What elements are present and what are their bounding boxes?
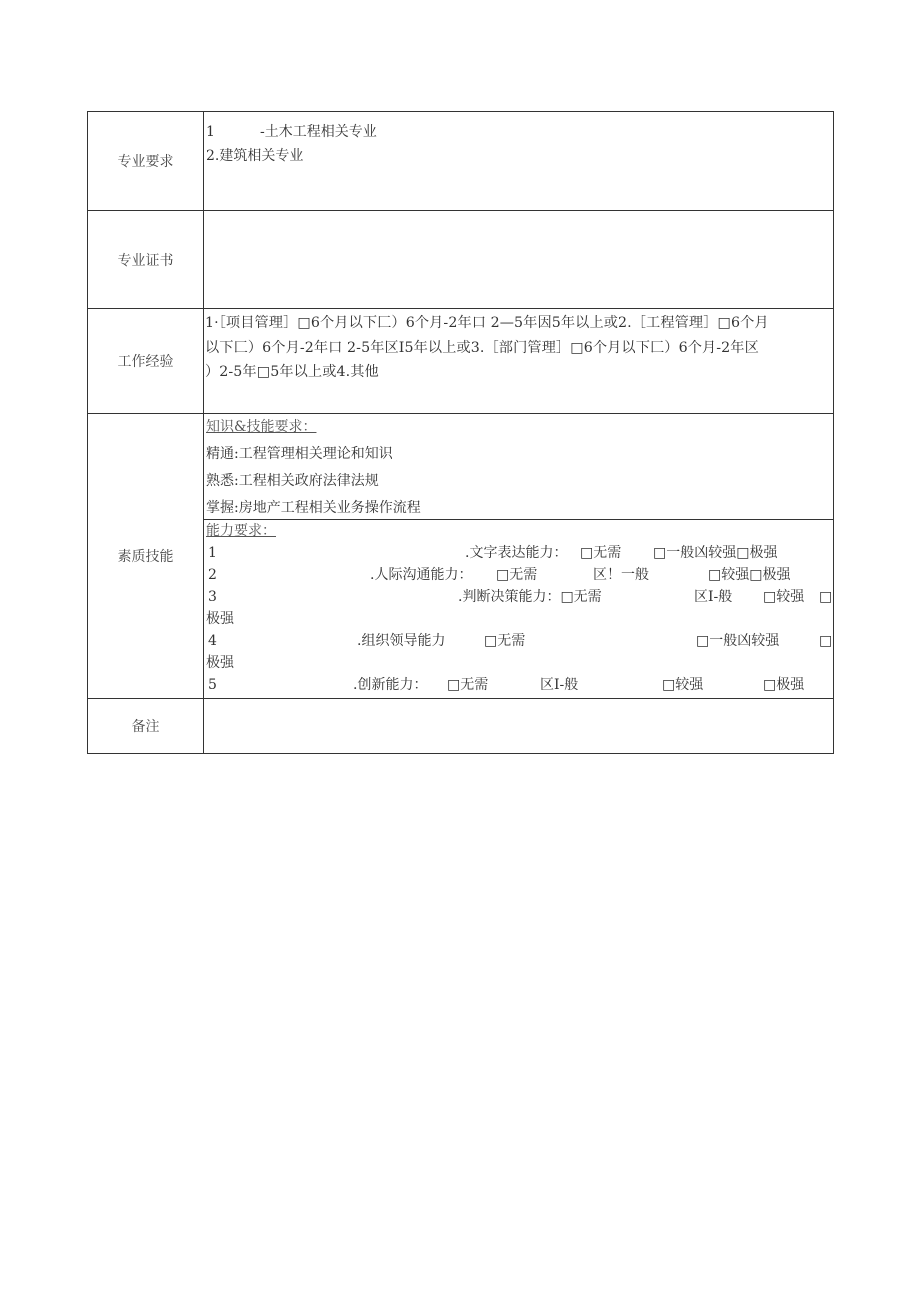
ability-4-wrap: 极强 — [206, 655, 234, 671]
ability-2-option-none: □无需 — [496, 567, 538, 583]
label-skills: 素质技能 — [88, 414, 204, 699]
ability-2-num: 2 — [208, 567, 217, 583]
ability-5-option-strong: □较强 — [662, 677, 704, 693]
ability-3-option-general: 区I-般 — [694, 589, 733, 605]
knowledge-line-2: 熟悉:工程相关政府法律法规 — [206, 473, 379, 489]
ability-4-option-levels: □一般凶较强 — [696, 633, 780, 649]
ability-3-option-box: □ — [819, 589, 833, 605]
knowledge-heading: 知识&技能要求： — [206, 419, 317, 435]
ability-row-3 — [206, 586, 831, 608]
row-experience — [88, 309, 834, 414]
label-remarks: 备注 — [88, 699, 204, 754]
ability-block — [204, 520, 833, 696]
row-major — [88, 112, 834, 211]
ability-5-name: .创新能力： — [353, 677, 428, 693]
ability-2-option-strong: □较强□极强 — [708, 567, 791, 583]
job-requirements-table — [87, 111, 834, 754]
knowledge-block — [204, 414, 833, 520]
experience-line-2: 以下匚）6个月-2年口 2-5年区I5年以上或3.［部门管理］□6个月以下匚）6个月-2年区 — [205, 339, 759, 356]
ability-1-option-none: □无需 — [580, 545, 622, 561]
ability-row-2 — [206, 564, 831, 586]
ability-5-option-general: 区I-般 — [540, 677, 579, 693]
major-line-2 — [206, 144, 831, 168]
major-line-2-text: 2.建筑相关专业 — [206, 148, 304, 164]
row-skills — [88, 414, 834, 699]
experience-line-3: ）2-5年□5年以上或4.其他 — [205, 364, 379, 380]
major-line-1 — [206, 120, 831, 144]
ability-4-option-none: □无需 — [484, 633, 526, 649]
knowledge-line-1: 精通:工程管理相关理论和知识 — [206, 446, 393, 462]
ability-1-name: .文字表达能力： — [465, 545, 568, 561]
ability-2-name: .人际沟通能力： — [370, 567, 473, 583]
content-skills — [204, 414, 834, 699]
ability-3-num: 3 — [208, 589, 217, 605]
ability-row-4 — [206, 630, 831, 652]
label-experience: 工作经验 — [88, 309, 204, 414]
label-major: 专业要求 — [88, 112, 204, 211]
row-certificate — [88, 211, 834, 309]
ability-heading: 能力要求： — [206, 523, 276, 539]
ability-1-option-levels: □一般凶较强□极强 — [653, 545, 778, 561]
major-line-1-text: -土木工程相关专业 — [260, 124, 377, 140]
ability-3-name: .判断决策能力：□无需 — [458, 589, 602, 605]
ability-row-5 — [206, 674, 831, 696]
ability-4-option-box: □ — [819, 633, 833, 649]
ability-1-num: 1 — [208, 545, 217, 561]
ability-3-wrap: 极强 — [206, 611, 234, 627]
ability-2-option-general: 区！一般 — [593, 567, 649, 583]
experience-line-1: 1·［项目管理］□6个月以下匚）6个月-2年口 2—5年因5年以上或2.［工程管理］□6个月 — [205, 315, 769, 331]
ability-5-option-very-strong: □极强 — [763, 677, 805, 693]
ability-row-1 — [206, 542, 831, 564]
ability-5-num: 5 — [208, 677, 217, 693]
ability-3-option-strong: □较强 — [763, 589, 805, 605]
content-remarks — [204, 699, 834, 754]
content-experience — [204, 309, 834, 414]
knowledge-line-3: 掌握:房地产工程相关业务操作流程 — [206, 500, 421, 516]
major-line-1-num: 1 — [206, 124, 215, 140]
content-certificate — [204, 211, 834, 309]
content-major — [204, 112, 834, 211]
row-remarks — [88, 699, 834, 754]
ability-5-option-none: □无需 — [447, 677, 489, 693]
ability-4-name: .组织领导能力 — [357, 633, 446, 649]
label-certificate: 专业证书 — [88, 211, 204, 309]
ability-4-num: 4 — [208, 633, 217, 649]
